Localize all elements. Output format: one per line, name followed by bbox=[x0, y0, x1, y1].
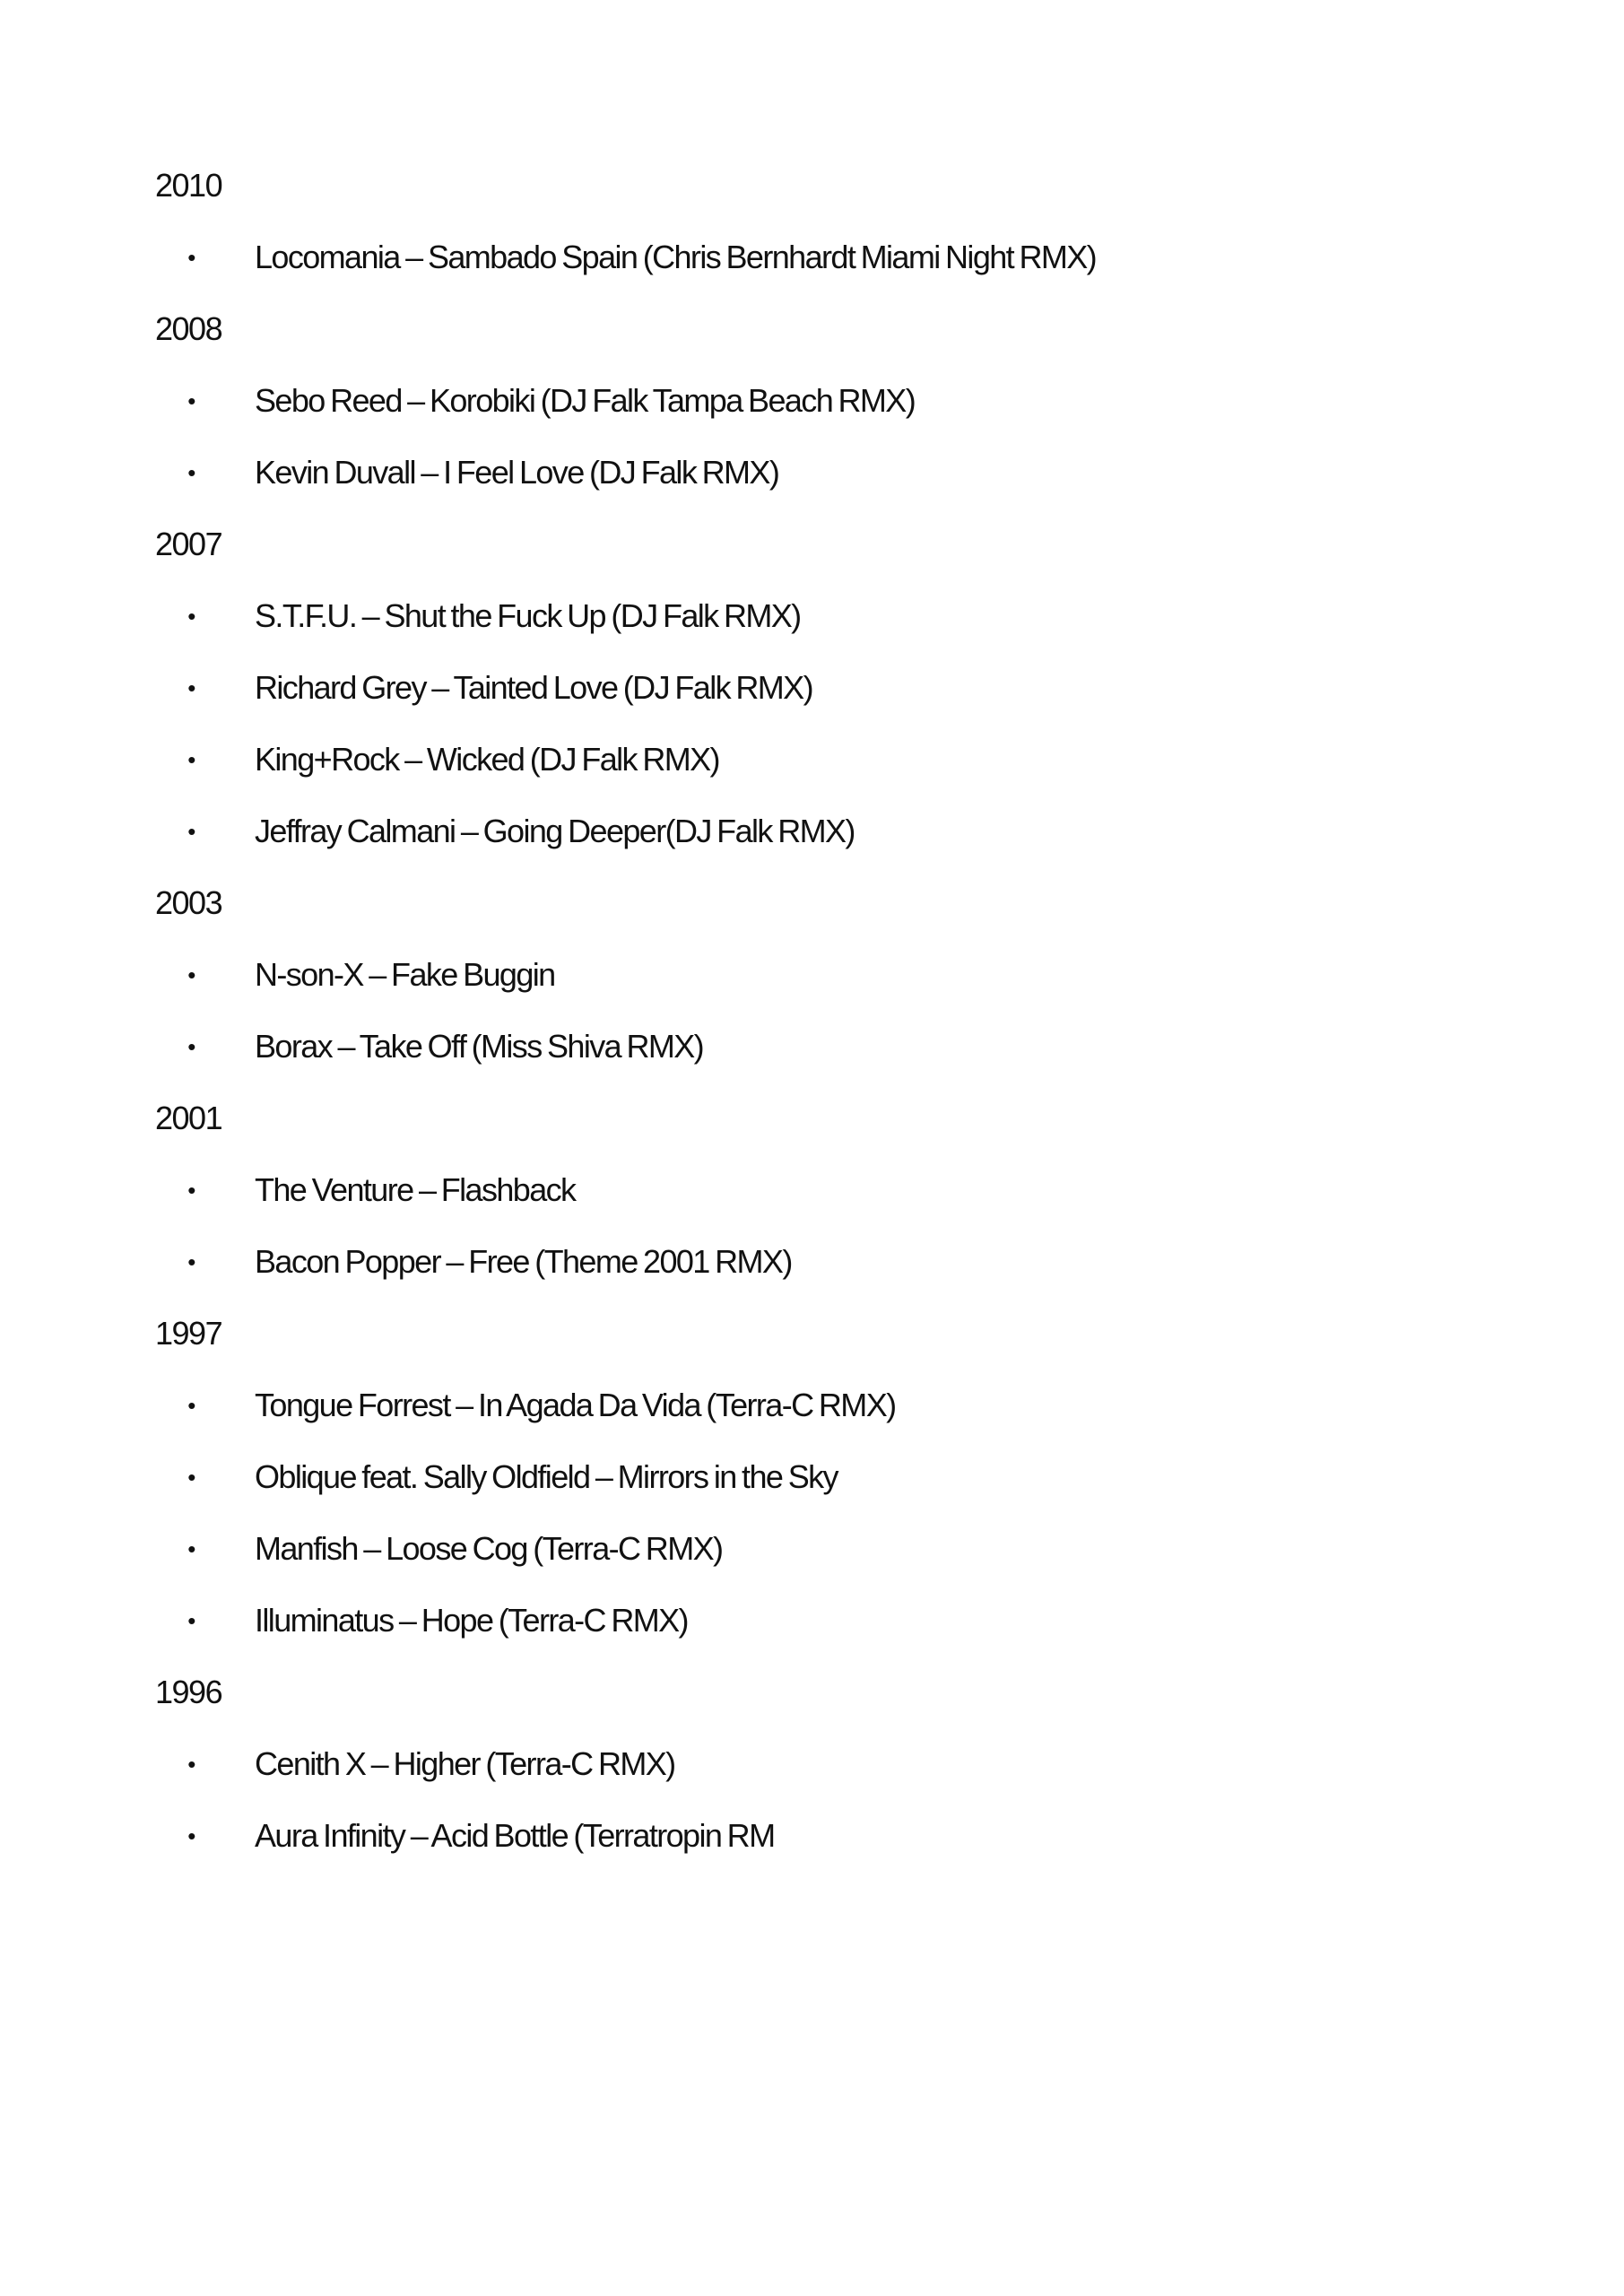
bullet-icon: • bbox=[187, 746, 195, 773]
bullet-icon: • bbox=[187, 603, 195, 630]
bullet-icon: • bbox=[187, 1248, 195, 1275]
bullet-icon: • bbox=[187, 674, 195, 701]
release-title: The Venture – Flashback bbox=[255, 1171, 576, 1208]
release-title: Sebo Reed – Korobiki (DJ Falk Tampa Beach RMX) bbox=[255, 382, 916, 419]
release-item bbox=[155, 1800, 1500, 1872]
release-title: Richard Grey – Tainted Love (DJ Falk RMX) bbox=[255, 669, 812, 706]
release-title: S.T.F.U. – Shut the Fuck Up (DJ Falk RMX) bbox=[255, 597, 801, 634]
year-heading: 2008 bbox=[155, 310, 222, 347]
discography-list bbox=[155, 150, 1500, 1872]
release-title: Bacon Popper – Free (Theme 2001 RMX) bbox=[255, 1243, 792, 1280]
bullet-icon: • bbox=[187, 387, 195, 414]
bullet-icon: • bbox=[187, 1535, 195, 1562]
release-item bbox=[155, 1441, 1500, 1513]
year-heading: 1996 bbox=[155, 1674, 222, 1710]
release-list bbox=[155, 939, 1500, 1083]
release-title: Illuminatus – Hope (Terra-C RMX) bbox=[255, 1602, 688, 1639]
release-title: Tongue Forrest – In Agada Da Vida (Terra-C RMX) bbox=[255, 1387, 896, 1423]
release-item bbox=[155, 1585, 1500, 1657]
bullet-icon: • bbox=[187, 244, 195, 271]
year-heading: 1997 bbox=[155, 1315, 222, 1352]
release-item bbox=[155, 437, 1500, 509]
release-title: Borax – Take Off (Miss Shiva RMX) bbox=[255, 1028, 704, 1065]
release-title: King+Rock – Wicked (DJ Falk RMX) bbox=[255, 741, 719, 778]
release-list bbox=[155, 580, 1500, 867]
release-item bbox=[155, 580, 1500, 652]
release-title: N-son-X – Fake Buggin bbox=[255, 956, 555, 993]
release-title: Aura Infinity – Acid Bottle (Terratropin RM bbox=[255, 1817, 775, 1854]
release-title: Locomania – Sambado Spain (Chris Bernhardt Miami Night RMX) bbox=[255, 239, 1097, 275]
bullet-icon: • bbox=[187, 1607, 195, 1634]
release-title: Manfish – Loose Cog (Terra-C RMX) bbox=[255, 1530, 723, 1567]
release-list bbox=[155, 1370, 1500, 1657]
release-list bbox=[155, 1154, 1500, 1298]
bullet-icon: • bbox=[187, 1751, 195, 1778]
release-item bbox=[155, 652, 1500, 724]
release-title: Jeffray Calmani – Going Deeper(DJ Falk RMX) bbox=[255, 813, 855, 849]
year-heading: 2007 bbox=[155, 526, 222, 562]
release-list bbox=[155, 1728, 1500, 1872]
release-title: Cenith X – Higher (Terra-C RMX) bbox=[255, 1745, 675, 1782]
release-item bbox=[155, 1370, 1500, 1441]
year-heading: 2010 bbox=[155, 167, 222, 204]
release-item bbox=[155, 1728, 1500, 1800]
release-item bbox=[155, 1011, 1500, 1083]
release-list bbox=[155, 365, 1500, 509]
bullet-icon: • bbox=[187, 961, 195, 988]
bullet-icon: • bbox=[187, 1177, 195, 1204]
release-title: Kevin Duvall – I Feel Love (DJ Falk RMX) bbox=[255, 454, 779, 491]
year-heading: 2001 bbox=[155, 1100, 222, 1136]
release-list bbox=[155, 222, 1500, 293]
release-item bbox=[155, 1513, 1500, 1585]
release-item bbox=[155, 796, 1500, 867]
release-item bbox=[155, 1226, 1500, 1298]
bullet-icon: • bbox=[187, 1822, 195, 1849]
bullet-icon: • bbox=[187, 1464, 195, 1491]
release-item bbox=[155, 365, 1500, 437]
release-title: Oblique feat. Sally Oldfield – Mirrors in the Sky bbox=[255, 1458, 838, 1495]
bullet-icon: • bbox=[187, 818, 195, 845]
release-item bbox=[155, 1154, 1500, 1226]
bullet-icon: • bbox=[187, 1033, 195, 1060]
release-item bbox=[155, 724, 1500, 796]
bullet-icon: • bbox=[187, 459, 195, 486]
release-item bbox=[155, 222, 1500, 293]
bullet-icon: • bbox=[187, 1392, 195, 1419]
year-heading: 2003 bbox=[155, 884, 222, 921]
release-item bbox=[155, 939, 1500, 1011]
